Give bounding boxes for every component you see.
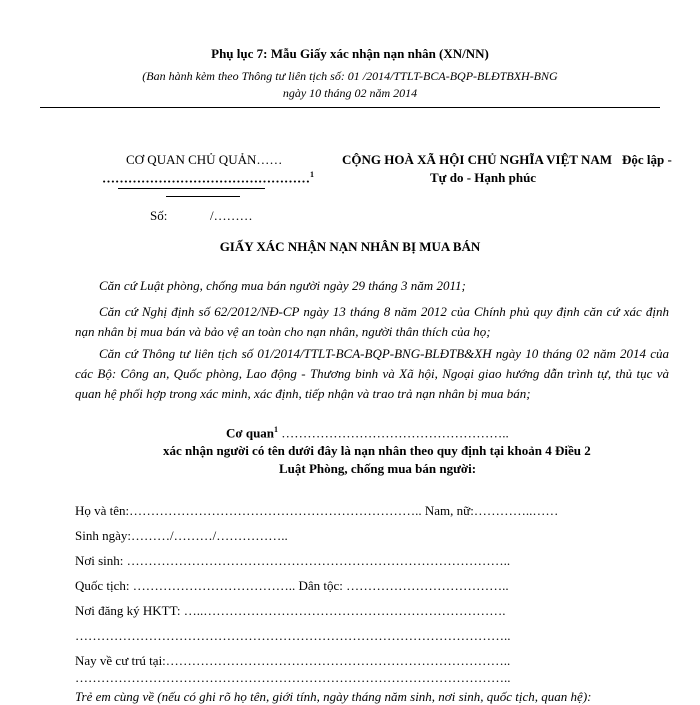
agency-dots: …………………………………………$^1$ xyxy=(102,170,314,186)
number-value: /……… xyxy=(210,208,253,223)
appendix-title: Phụ lục 7: Mẫu Giấy xác nhận nạn nhân (XN/NN) xyxy=(211,46,489,61)
field-permanent-registration: Nơi đăng ký HKTT: …..……………………………………………………………. xyxy=(75,603,506,618)
field-permanent-registration-cont: ……………………………………………………………………………………….. xyxy=(75,628,511,643)
field-full-name: Họ và tên:………………………………………………………….. Nam, nữ:…………..…… xyxy=(75,503,559,518)
appendix-subtitle-line1: (Ban hành kèm theo Thông tư liên tịch số: 01 /2014/TTLT-BCA-BQP-BLĐTBXH-BNG xyxy=(142,69,558,83)
field-accompanying-children: Trẻ em cùng về (nếu có ghi rõ họ tên, giới tính, ngày tháng năm sinh, nơi sinh, quốc tịch, quan hệ): xyxy=(75,689,592,704)
agency-name: CƠ QUAN CHỦ QUẢN…… xyxy=(126,152,283,167)
motto-part-2: Tự do - Hạnh phúc xyxy=(430,170,537,185)
header-divider xyxy=(40,107,660,108)
basis-paragraph-3: Căn cứ Thông tư liên tịch số 01/2014/TTLT-BCA-BQP-BNG-BLĐTB&XH ngày 10 tháng 02 năm 2014 của các Bộ: Công an, Quốc phòng, Lao động - Thương binh và Xã hội, Ngoại giao hướng dẫn trình tự, thủ tục và quan hệ phối hợp trong xác minh, xác định, tiếp nhận và trao trả nạn nhân bị mua bán; xyxy=(75,346,669,401)
document-title: GIẤY XÁC NHẬN NẠN NHÂN BỊ MUA BÁN xyxy=(219,239,481,254)
field-birthplace: Nơi sinh: …………………………………………………………………………….. xyxy=(75,553,511,568)
agency-underline-2 xyxy=(166,196,240,197)
agency-underline-1 xyxy=(118,188,265,189)
motto-part-1: Độc lập - xyxy=(622,152,672,167)
field-nationality-ethnicity: Quốc tịch: ……………………………….. Dân tộc: ……………………………….. xyxy=(75,578,509,593)
field-current-address-cont: ……………………………………………………………………………………….. xyxy=(75,670,511,685)
basis-paragraph-2: Căn cứ Nghị định số 62/2012/NĐ-CP ngày 13 tháng 8 năm 2012 của Chính phủ quy định căn cứ xác định nạn nhân bị mua bán và bảo vệ an toàn cho nạn nhân, người thân thích của họ; xyxy=(75,304,669,339)
field-date-of-birth: Sinh ngày:………/………/…………….. xyxy=(75,528,288,543)
confirm-agency-line: Cơ quan$^1$ …………………………………………….. xyxy=(226,425,509,441)
confirm-line-3: Luật Phòng, chống mua bán người: xyxy=(279,461,477,476)
country-name: CỘNG HOÀ XÃ HỘI CHỦ NGHĨA VIỆT NAM xyxy=(342,152,613,167)
appendix-subtitle-line2: ngày 10 tháng 02 năm 2014 xyxy=(282,86,418,100)
field-current-address: Nay về cư trú tại:…………………………………………………………………….. xyxy=(75,653,511,668)
basis-paragraph-1: Căn cứ Luật phòng, chống mua bán người ngày 29 tháng 3 năm 2011; xyxy=(99,278,466,293)
confirm-line-2: xác nhận người có tên dưới đây là nạn nhân theo quy định tại khoản 4 Điều 2 xyxy=(163,443,591,458)
number-label: Số: xyxy=(150,208,168,223)
